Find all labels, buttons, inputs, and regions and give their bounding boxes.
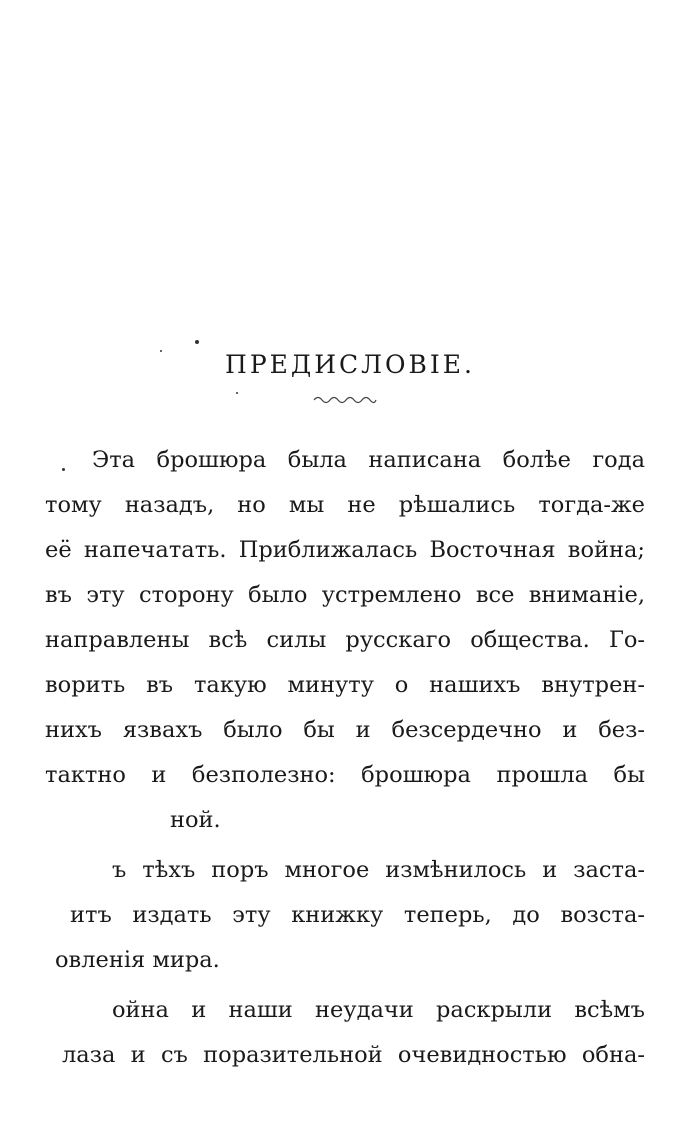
ink-speck: [160, 350, 162, 352]
ink-speck: [236, 392, 238, 394]
ink-speck: [195, 340, 199, 344]
text-line: направлены всѣ силы русскаго общества. Го-: [45, 627, 645, 653]
decorative-ornament: [312, 390, 378, 410]
text-line: нихъ язвахъ было бы и безсердечно и без-: [45, 717, 645, 743]
text-line: ъ тѣхъ поръ многое измѣнилось и заста-: [112, 857, 645, 883]
text-line: ворить въ такую минуту о нашихъ внутрен-: [45, 672, 645, 698]
ink-speck: [62, 468, 65, 471]
text-line: лаза и съ поразительной очевидностью обна-: [62, 1042, 645, 1068]
text-line: овленія мира.: [55, 947, 220, 973]
text-line: её напечатать. Приближалась Восточная война;: [45, 537, 645, 563]
page-title: ПРЕДИСЛОВІЕ.: [225, 349, 475, 379]
text-line: ной.: [170, 807, 221, 833]
text-line: тому назадъ, но мы не рѣшались тогда-же: [45, 492, 645, 518]
text-line: ойна и наши неудачи раскрыли всѣмъ: [112, 997, 645, 1023]
text-line: тактно и безполезно: брошюра прошла бы: [45, 762, 645, 788]
text-line: въ эту сторону было устремлено все вниманіе,: [45, 582, 645, 608]
text-line: итъ издать эту книжку теперь, до возста-: [70, 902, 645, 928]
text-line: Эта брошюра была написана болѣе года: [92, 447, 645, 473]
